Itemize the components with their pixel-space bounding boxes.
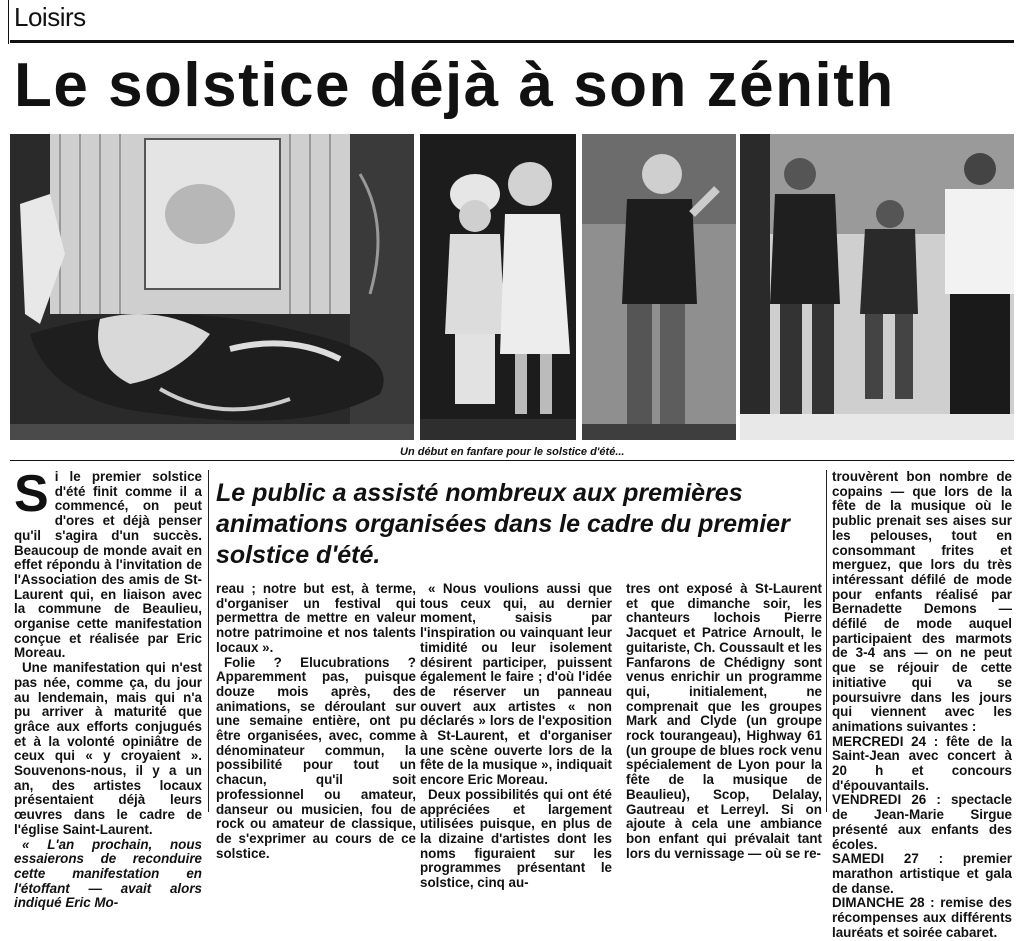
paragraph: « L'an prochain, nous essaierons de reconduire cette manifestation en l'étoffant — avait alors indiqué Eric Mo- — [14, 836, 202, 911]
schedule-text: fête de la Saint-Jean avec concert à 20 h et concours d'épouvantails. — [832, 733, 1012, 793]
paragraph: Une manifestation qui n'est pas née, comme ça, du jour au lendemain, mais qui n'a pu arriver à maturité que grâce aux efforts conjugués et à la volonté opiniâtre de ceux qui « y croyaient ». Souvenons-nous, il y a un an, des artistes locaux présentaient déjà leurs œuvres dans le cadre de l'église Saint-Laurent. — [14, 660, 202, 837]
column-divider — [208, 470, 209, 812]
paragraph: Deux possibilités qui ont été appréciées et largement utilisées puisque, en plus de la dizaine d'artistes dont les noms figuraient sur les programmes présentant le solstice, cinq au- — [420, 786, 612, 891]
schedule-item — [832, 896, 1012, 940]
photo-band — [740, 134, 1014, 440]
paragraph: tres ont exposé à St-Laurent et que dimanche soir, les chanteurs lochois Pierre Jacquet et Patrice Arnoult, le guitariste, Ch. Coussault et les Fanfarons de Chédigny sont venus enrichir un programme qui, initialement, ne comprenait que les groupes Mark and Clyde (un groupe rock tourangeau), Highway 61 (un groupe de blues rock venu spécialement de Lyon pour la fête de la musique de Beaulieu), Scop, Delalay, Gautreau et Lerreyl. Si on ajoute à cela une ambiance bon enfant qui prévalait tant lors du vernissage — où se re- — [626, 581, 822, 861]
article-column-4 — [626, 582, 822, 861]
schedule-item — [832, 852, 1012, 896]
schedule-day: DIMANCHE 28 : — [832, 895, 935, 911]
caption-rule — [10, 460, 1014, 461]
paragraph: Folie ? Elucubrations ? Apparemment pas, puisque douze mois après, des animations, se déroulant sur une semaine entière, ont pu être organisées, avec, comme dénominateur commun, la possibilité pour tout un chacun, qu'il soit professionnel ou amateur, danseur ou musicien, fou de rock ou amateur de classique, de s'exprimer au cours de ce solstice. — [216, 654, 416, 861]
schedule-text: spectacle de Jean-Marie Sirgue présenté aux enfants des écoles. — [832, 792, 1012, 852]
paragraph-text: i le premier solstice d'été finit comme il a commencé, on peut d'ores et déjà penser qu'il s'agira d'un succès. Beaucoup de monde avait en effet répondu à l'invitation de l'Association des amis de St-Laurent qui, en liaison avec la commune de Beaulieu, organise cette manifestation conçue et réalisée par Eric Moreau. — [14, 469, 202, 661]
photo-children — [420, 134, 576, 440]
paragraph: reau ; notre but est, à terme, d'organiser un festival qui permettra de mettre en valeur notre patrimoine et nos talents locaux ». — [216, 581, 416, 655]
dropcap: S — [14, 465, 49, 523]
article-column-3 — [420, 582, 612, 891]
photo-singer — [582, 134, 736, 440]
schedule-day: SAMEDI 27 : — [832, 851, 944, 867]
photo-caption: Un début en fanfare pour le solstice d'été... — [400, 446, 625, 458]
deck-subheadline: Le public a assisté nombreux aux premières animations organisées dans le cadre du premier solstice d'été. — [216, 479, 790, 569]
schedule-text: premier marathon artistique et gala de danse. — [832, 851, 1012, 896]
paragraph: trouvèrent bon nombre de copains — que lors de la fête de la musique où le public prenait ses aises sur les pelouses, tout en consommant frites et merguez, que lors du très intéressant défilé de mode pour enfants réalisé par Bernadette Demons — défilé de mode auquel participaient des marmots de 3-4 ans — on ne peut que se réjouir de cette initiative qui va se poursuivre dans les jours qui viennent avec les animations suivantes : — [832, 469, 1012, 734]
schedule-item — [832, 793, 1012, 852]
paragraph — [14, 465, 202, 661]
paragraph: « Nous voulions aussi que tous ceux qui, au dernier moment, saisis par l'inspiration ou vainquant leur timidité ou leur isolement désirent participer, puissent également le faire ; d'où l'idée de réserver un panneau ouvert aux artistes « non déclarés » lors de l'exposition à St-Laurent, et d'organiser une scène ouverte lors de la fête de la musique », indiquait encore Eric Moreau. — [420, 581, 612, 788]
section-label: Loisirs — [14, 2, 86, 32]
schedule-text: remise des récompenses aux différents lauréats et soirée cabaret. — [832, 895, 1012, 940]
schedule-item — [832, 735, 1012, 794]
article-column-5 — [832, 470, 1012, 941]
section-marker — [8, 0, 9, 44]
schedule-day: MERCREDI 24 : — [832, 733, 939, 749]
photo-exhibition — [10, 134, 414, 440]
header-rule — [10, 40, 1014, 43]
article-column-2 — [216, 582, 416, 861]
article-column-1 — [14, 465, 202, 911]
column-divider — [826, 470, 827, 812]
headline: Le solstice déjà à son zénith — [14, 51, 895, 120]
schedule-day: VENDREDI 26 : — [832, 792, 941, 808]
